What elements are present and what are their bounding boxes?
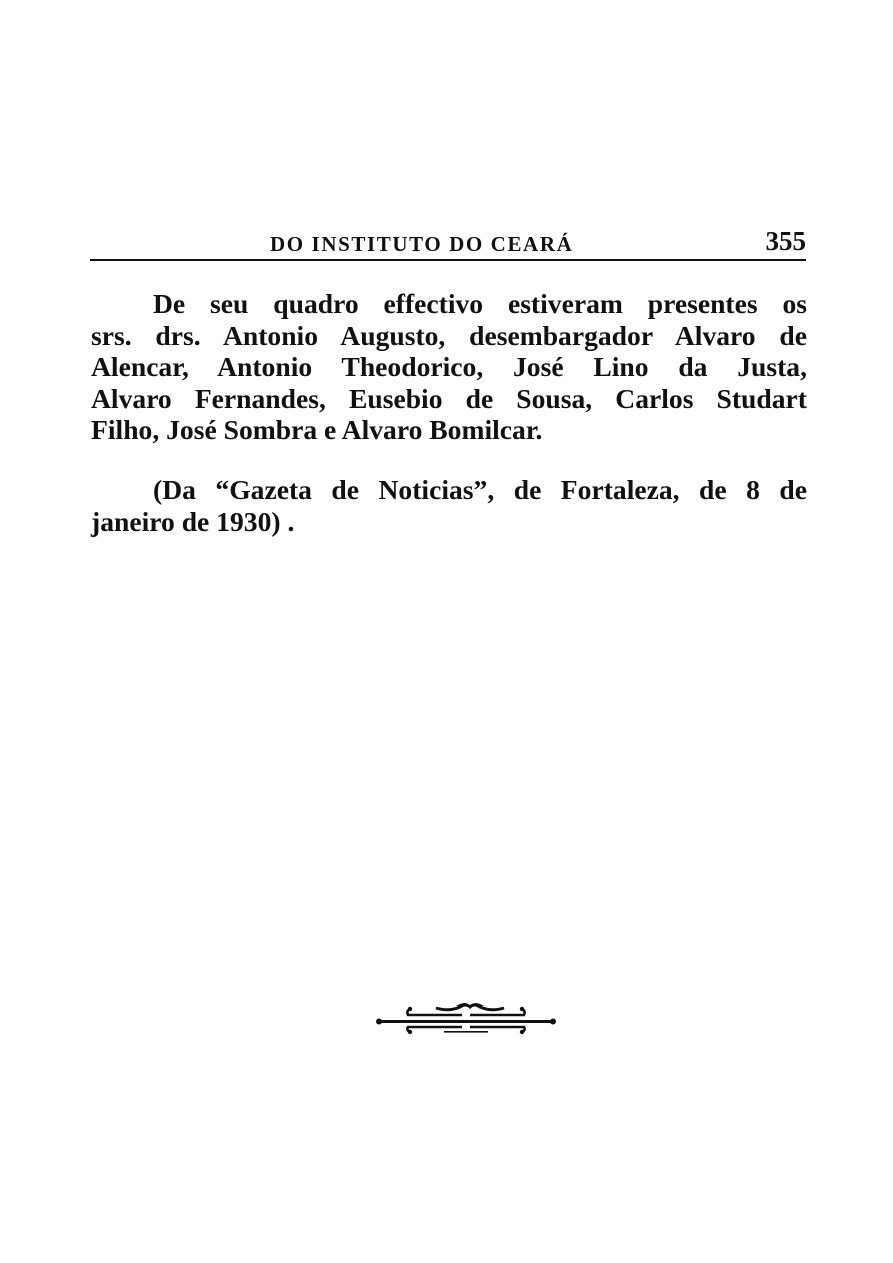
ornament-divider-icon — [374, 998, 558, 1038]
paragraph-source-citation — [91, 474, 807, 537]
text-line: Alencar, Antonio Theodorico, José Lino da Justa, — [91, 351, 807, 382]
text-line: janeiro de 1930) . — [91, 505, 295, 537]
text-line: srs. drs. Antonio Augusto, desembargador Alvaro de — [91, 319, 807, 351]
text-line: (Da “Gazeta de Noticias”, de Fortaleza, de 8 de — [153, 474, 807, 505]
header-rule — [90, 259, 806, 261]
paragraph-attendees — [91, 288, 807, 446]
running-header — [90, 226, 806, 260]
text-line: Filho, José Sombra e Alvaro Bomilcar. — [91, 414, 543, 445]
running-title: DO INSTITUTO DO CEARÁ — [270, 232, 574, 256]
page-number: 355 — [765, 226, 806, 256]
text-line: De seu quadro effectivo estiveram presentes os — [153, 288, 807, 319]
text-line: Alvaro Fernandes, Eusebio de Sousa, Carlos Studart — [91, 382, 807, 414]
